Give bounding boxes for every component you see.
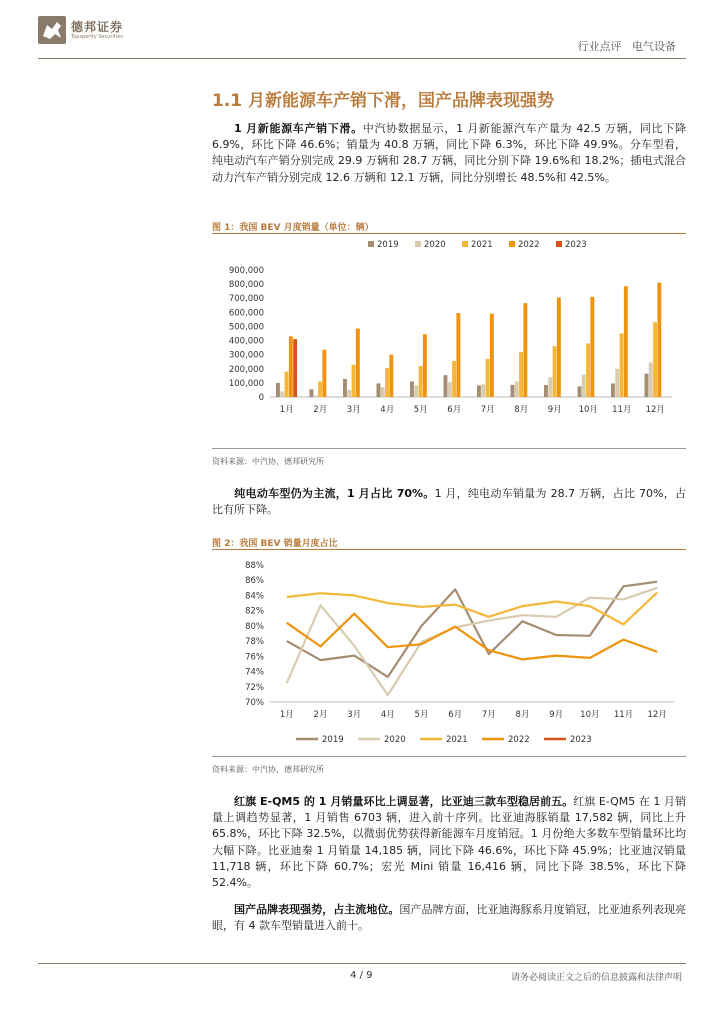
- legend-swatch-2023: [556, 241, 562, 247]
- bar-2019: [276, 383, 280, 397]
- y-tick-label: 600,000: [228, 308, 264, 319]
- bar-2019: [477, 385, 481, 397]
- sector-label: 电气设备: [632, 40, 676, 53]
- bar-2019: [511, 385, 515, 397]
- bar-2022: [322, 350, 326, 397]
- x-tick-label: 9月: [549, 710, 564, 720]
- paragraph-4: [212, 902, 686, 934]
- legend-label-2020: 2020: [384, 735, 406, 745]
- x-tick-label: 8月: [514, 405, 529, 415]
- legend-label-2023: 2023: [565, 240, 587, 250]
- bar-2020: [515, 381, 519, 397]
- bar-2021: [285, 372, 289, 397]
- bar-2020: [548, 377, 552, 397]
- line-chart: [212, 553, 686, 753]
- x-tick-label: 7月: [480, 405, 495, 415]
- y-tick-label: 400,000: [228, 336, 264, 347]
- y-tick-label: 84%: [245, 591, 264, 602]
- bar-2020: [649, 362, 653, 397]
- footer-disclaimer: 请务必阅读正文之后的信息披露和法律声明: [510, 973, 682, 983]
- y-tick-label: 800,000: [228, 280, 264, 291]
- bar-2019: [645, 374, 649, 397]
- bar-2021: [352, 365, 356, 397]
- bar-2021: [419, 366, 423, 397]
- bar-2019: [410, 381, 414, 397]
- x-tick-label: 4月: [380, 405, 395, 415]
- legend-label-2021: 2021: [471, 240, 493, 250]
- paragraph-3: [212, 794, 686, 891]
- bar-2019: [444, 375, 448, 397]
- x-tick-label: 11月: [612, 405, 632, 415]
- figure-1-bottom-rule: [212, 448, 686, 449]
- legend-label-2019: 2019: [377, 240, 399, 250]
- bar-2022: [490, 314, 494, 397]
- bar-2020: [381, 387, 385, 397]
- bar-2019: [343, 379, 347, 397]
- y-tick-label: 74%: [245, 667, 264, 678]
- x-tick-label: 6月: [447, 405, 462, 415]
- x-tick-label: 3月: [346, 405, 361, 415]
- paragraph-1-lead: 1 月新能源车产销下滑。: [234, 122, 363, 135]
- paragraph-4-text: 国产品牌方面，比亚迪海豚系月度销冠，比亚迪系列表现亮眼，有 4 款车型销量进入前十。: [212, 903, 686, 933]
- legend-swatch-2022: [509, 241, 515, 247]
- figure-1-source: 资料来源：中汽协，德邦研究所: [212, 457, 324, 466]
- legend-label-2021: 2021: [446, 735, 468, 745]
- bar-2022: [423, 334, 427, 397]
- page-number: 4 / 9: [350, 970, 373, 981]
- paragraph-3-text: 红旗 E-QM5 在 1 月销量上调趋势显著，1 月销售 6703 辆，进入前十序列。比亚迪海豚销量 17,582 辆，同比上升 65.8%，环比下降 32.5%，以微弱优势获得新能源车月度销冠。1 月份绝大多数车型销量环比均大幅下降。比亚迪秦 1 月销量 14,185 辆，同比下降 46.6%，环比下降 45.9%；比亚迪汉销量 11,718 辆，环比下降 60.7%；宏光 Mini 销量 16,416 辆，同比下降 38.5%，环比下降 52.4%。: [212, 795, 686, 890]
- footer-divider: [38, 963, 686, 964]
- logo-subtitle: Topsperity Securities: [71, 34, 123, 40]
- bar-2021: [519, 352, 523, 397]
- x-tick-label: 8月: [515, 710, 530, 720]
- logo-name: 德邦证券: [71, 20, 124, 34]
- legend-label-2020: 2020: [424, 240, 446, 250]
- x-tick-label: 11月: [613, 710, 634, 720]
- y-tick-label: 70%: [245, 698, 264, 708]
- y-tick-label: 78%: [245, 637, 264, 648]
- y-tick-label: 86%: [245, 576, 264, 587]
- bar-2021: [653, 322, 657, 397]
- bar-2020: [481, 384, 485, 397]
- bar-chart: [212, 236, 686, 446]
- bar-2020: [347, 390, 351, 397]
- x-tick-label: 7月: [481, 710, 496, 720]
- legend-label-2019: 2019: [322, 735, 344, 745]
- bar-2021: [452, 361, 456, 397]
- x-tick-label: 3月: [347, 710, 362, 720]
- x-tick-label: 12月: [645, 405, 665, 415]
- bar-2022: [523, 303, 527, 397]
- bar-2021: [486, 359, 490, 397]
- bar-2022: [590, 297, 594, 397]
- figure-2-title: 图 2：我国 BEV 销量月度占比: [212, 539, 338, 549]
- y-tick-label: 100,000: [228, 378, 264, 389]
- y-tick-label: 88%: [245, 561, 264, 571]
- y-tick-label: 0: [258, 393, 264, 403]
- x-tick-label: 9月: [547, 405, 562, 415]
- logo-icon: [38, 16, 66, 44]
- paragraph-1-text: 中汽协数据显示，1 月新能源汽车产量为 42.5 万辆，同比下降 6.9%，环比下降 46.6%；销量为 40.8 万辆，同比下降 6.3%，环比下降 49.9%。分车型看，纯电动汽车产销分别完成 29.9 万辆和 28.7 万辆，同比分别下降 19.6%和 18.2%；插电式混合动力汽车产销分别完成 12.6 万辆和 12.1 万辆，同比分别增长 48.5%和 42.5%。: [212, 122, 686, 184]
- line-2019: [287, 582, 657, 677]
- paragraph-4-lead: 国产品牌表现强势，占主流地位。: [234, 903, 400, 916]
- figure-2-bottom-rule: [212, 756, 686, 757]
- bar-2022: [456, 313, 460, 397]
- paragraph-3-lead: 红旗 E-QM5 的 1 月销量环比上调显著，比亚迪三款车型稳居前五。: [234, 795, 574, 808]
- x-tick-label: 1月: [279, 710, 294, 720]
- x-tick-label: 1月: [279, 405, 294, 415]
- section-title: 1.1 月新能源车产销下滑，国产品牌表现强势: [212, 91, 555, 111]
- figure-2-source: 资料来源：中汽协，德邦研究所: [212, 765, 324, 774]
- bar-2020: [582, 374, 586, 397]
- y-tick-label: 82%: [245, 606, 264, 617]
- figure-2-rule: [212, 549, 686, 550]
- y-tick-label: 80%: [245, 621, 264, 632]
- bar-2020: [448, 382, 452, 397]
- paragraph-2-text: 1 月，纯电动车销量为 28.7 万辆，占比 70%，占比有所下降。: [212, 487, 686, 517]
- bar-2020: [615, 369, 619, 397]
- line-2020: [287, 588, 657, 695]
- x-tick-label: 5月: [413, 405, 428, 415]
- x-tick-label: 5月: [414, 710, 429, 720]
- bar-2022: [624, 286, 628, 397]
- bar-2020: [280, 391, 284, 397]
- x-tick-label: 6月: [448, 710, 463, 720]
- figure-1-title: 图 1：我国 BEV 月度销量（单位：辆）: [212, 223, 374, 233]
- paragraph-2-lead: 纯电动车型仍为主流，1 月占比 70%。: [234, 487, 435, 500]
- header-divider: [38, 58, 686, 59]
- bar-2019: [611, 383, 615, 397]
- y-tick-label: 76%: [245, 652, 264, 663]
- legend-swatch-2021: [462, 241, 468, 247]
- bar-2022: [356, 329, 360, 397]
- y-tick-label: 700,000: [228, 294, 264, 305]
- bar-2020: [414, 385, 418, 397]
- legend-label-2022: 2022: [508, 735, 530, 745]
- x-tick-label: 10月: [580, 710, 600, 720]
- x-tick-label: 2月: [313, 405, 328, 415]
- x-tick-label: 10月: [578, 405, 598, 415]
- x-tick-label: 12月: [647, 710, 667, 720]
- y-tick-label: 500,000: [228, 322, 264, 333]
- figure-1-rule: [212, 233, 686, 234]
- y-tick-label: 200,000: [228, 364, 264, 375]
- bar-2020: [314, 396, 318, 397]
- bar-2022: [389, 355, 393, 397]
- legend-swatch-2019: [368, 241, 374, 247]
- y-tick-label: 300,000: [228, 350, 264, 361]
- y-tick-label: 72%: [245, 682, 264, 693]
- bar-2023: [293, 339, 297, 397]
- bar-2019: [310, 389, 314, 397]
- bar-2021: [586, 343, 590, 397]
- bar-2021: [553, 346, 557, 397]
- bar-2022: [657, 283, 661, 397]
- y-tick-label: 900,000: [228, 266, 264, 276]
- legend-label-2023: 2023: [570, 735, 592, 745]
- bar-2019: [544, 385, 548, 397]
- bar-2021: [318, 381, 322, 397]
- bar-2021: [385, 368, 389, 397]
- bar-2022: [557, 298, 561, 397]
- x-tick-label: 4月: [380, 710, 395, 720]
- legend-label-2022: 2022: [518, 240, 540, 250]
- paragraph-1: [212, 121, 686, 186]
- x-tick-label: 2月: [313, 710, 328, 720]
- bar-2019: [377, 383, 381, 397]
- legend-swatch-2020: [415, 241, 421, 247]
- report-category: [578, 38, 677, 54]
- category-label: 行业点评: [577, 40, 622, 53]
- bar-2019: [578, 386, 582, 397]
- paragraph-2: [212, 486, 686, 518]
- bar-2021: [620, 334, 624, 398]
- bar-2022: [289, 336, 293, 397]
